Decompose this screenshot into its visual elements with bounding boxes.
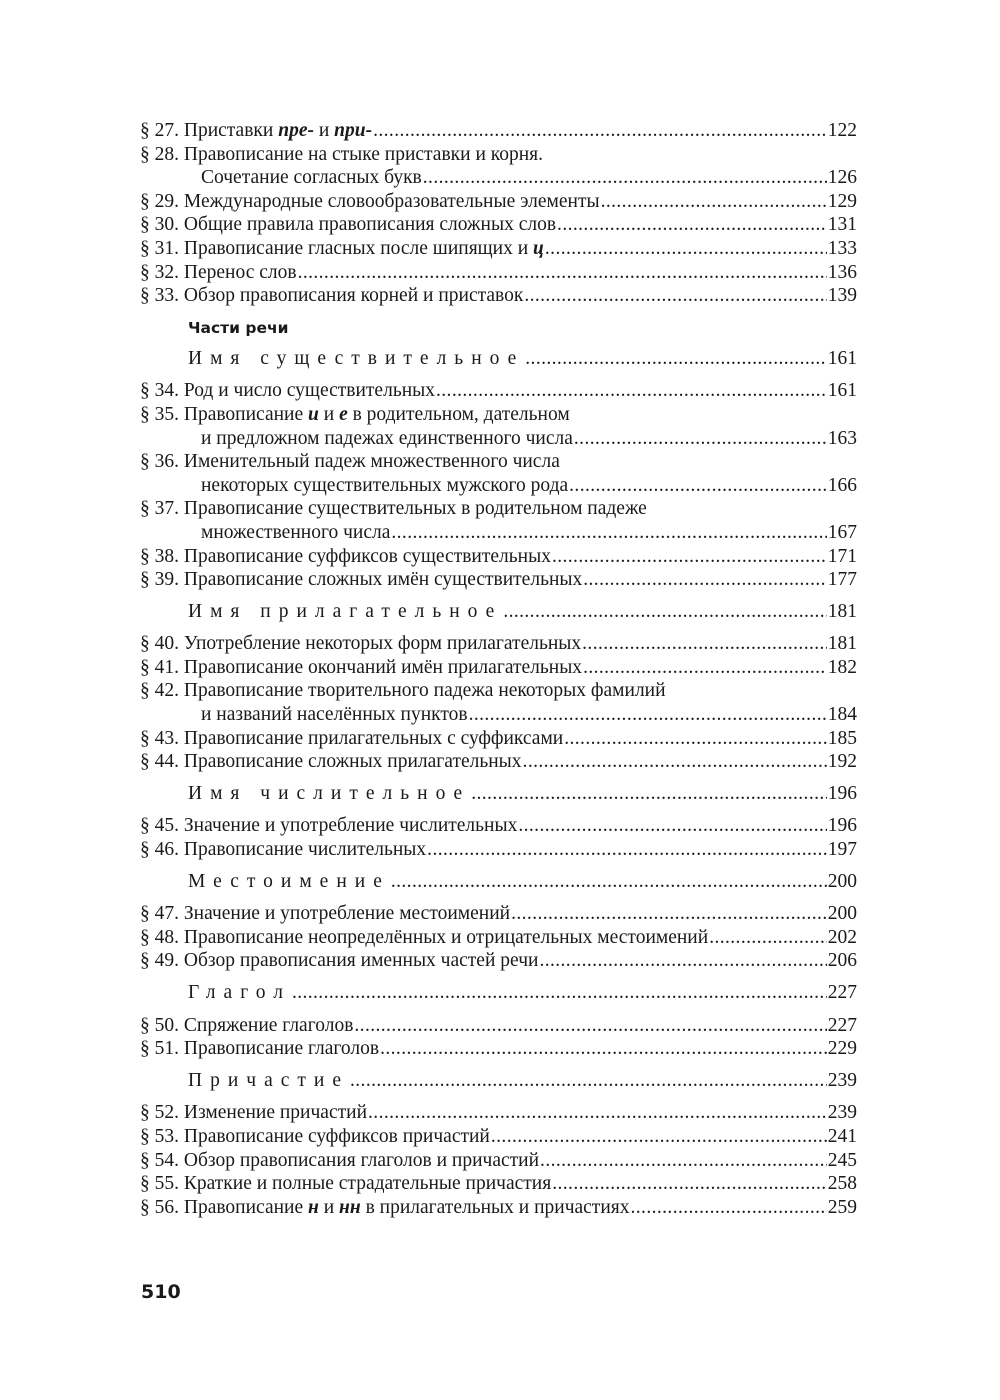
toc-entry-45	[140, 814, 857, 838]
page-ref: 161	[827, 347, 857, 369]
section-number: § 53.	[140, 1125, 179, 1147]
subheading-title: Глагол	[188, 982, 291, 1003]
toc-entry-52	[140, 1101, 857, 1125]
section-number: § 44.	[140, 751, 179, 773]
page-ref: 197	[827, 839, 857, 861]
entry-text: Правописание	[183, 403, 309, 425]
toc-entry-32	[140, 261, 857, 285]
subheading-verb	[140, 981, 857, 1005]
toc-entry-50	[140, 1014, 857, 1038]
leader-dots	[524, 284, 826, 308]
page-ref: 239	[827, 1102, 857, 1124]
leader-dots	[298, 261, 827, 285]
toc-entry-35-line1	[140, 403, 857, 427]
page-ref: 239	[827, 1069, 857, 1091]
subheading-pronoun	[140, 870, 857, 894]
toc-entry-37-line1	[140, 497, 857, 521]
entry-text: Сочетание согласных букв	[201, 167, 422, 189]
toc-entry-54	[140, 1149, 857, 1173]
entry-text: множественного числа	[201, 521, 391, 543]
entry-text: Международные словообразовательные элементы	[183, 190, 600, 212]
toc-entry-46	[140, 838, 857, 862]
subheading-participle	[140, 1069, 857, 1093]
emphasis-text: и	[308, 403, 319, 425]
section-number: § 41.	[140, 656, 179, 678]
leader-dots	[354, 1014, 826, 1038]
entry-text: Правописание суффиксов причастий	[183, 1125, 490, 1147]
section-number: § 51.	[140, 1038, 179, 1060]
toc-entry-34	[140, 379, 857, 403]
leader-dots	[391, 870, 827, 894]
leader-dots	[540, 1149, 827, 1173]
entry-text: Употребление некоторых форм прилагательных	[183, 633, 582, 655]
emphasis-text: н	[308, 1196, 319, 1218]
entry-text: Правописание суффиксов существительных	[183, 545, 551, 567]
toc-entry-53	[140, 1125, 857, 1149]
subheading-title: Причастие	[188, 1069, 349, 1091]
page-ref: 163	[827, 427, 857, 449]
emphasis-text: е	[339, 403, 348, 425]
page-ref: 245	[827, 1149, 857, 1171]
entry-text: Правописание	[183, 1196, 309, 1218]
leader-dots	[601, 190, 827, 214]
toc-entry-47	[140, 902, 857, 926]
toc-entry-51	[140, 1037, 857, 1061]
emphasis-text: нн	[339, 1196, 361, 1218]
page-ref: 177	[827, 569, 857, 591]
leader-dots	[525, 347, 826, 371]
toc-entry-30	[140, 213, 857, 237]
entry-text: Правописание творительного падежа некоторых фамилий	[183, 680, 666, 702]
page-ref: 182	[827, 656, 857, 678]
leader-dots	[427, 838, 827, 862]
toc-entry-42-line1	[140, 679, 857, 703]
section-number: § 37.	[140, 498, 179, 520]
leader-dots	[564, 727, 827, 751]
section-number: § 45.	[140, 815, 179, 837]
section-number: § 35.	[140, 403, 179, 425]
leader-dots	[292, 981, 827, 1005]
leader-dots	[469, 703, 827, 727]
entry-text: Спряжение глаголов	[183, 1014, 354, 1036]
page-ref: 241	[827, 1125, 857, 1147]
toc-entry-43	[140, 727, 857, 751]
subheading-title: Имя прилагательное	[188, 600, 503, 622]
leader-dots	[557, 213, 827, 237]
subheading-title: Местоимение	[188, 870, 390, 892]
entry-text: Правописание глаголов	[183, 1038, 380, 1060]
toc-entry-37	[140, 521, 857, 545]
page-ref: 161	[827, 380, 857, 402]
section-number: § 36.	[140, 451, 179, 473]
entry-text: Общие правила правописания сложных слов	[183, 214, 557, 236]
leader-dots	[583, 568, 827, 592]
toc-entry-55	[140, 1172, 857, 1196]
table-of-contents	[140, 119, 857, 1219]
page-ref: 184	[827, 704, 857, 726]
leader-dots	[373, 119, 827, 143]
page-ref: 196	[827, 815, 857, 837]
section-number: § 49.	[140, 950, 179, 972]
toc-entry-56	[140, 1196, 857, 1220]
toc-entry-49	[140, 949, 857, 973]
leader-dots	[503, 600, 826, 624]
page-ref: 181	[827, 633, 857, 655]
section-number: § 33.	[140, 285, 179, 307]
entry-text: Правописание окончаний имён прилагательных	[183, 656, 583, 678]
leader-dots	[583, 656, 827, 680]
entry-text: Правописание числительных	[183, 839, 427, 861]
subheading-adjective	[140, 600, 857, 624]
toc-entry-36-line1	[140, 450, 857, 474]
toc-entry-28	[140, 166, 857, 190]
page-ref: 192	[827, 751, 857, 773]
page-ref: 136	[827, 261, 857, 283]
toc-entry-40	[140, 632, 857, 656]
entry-text: Правописание сложных имён существительных	[183, 569, 583, 591]
leader-dots	[582, 632, 827, 656]
entry-text: Обзор правописания глаголов и причастий	[183, 1149, 540, 1171]
entry-text: Именительный падеж множественного числа	[183, 451, 560, 473]
page-ref: 196	[827, 782, 857, 804]
toc-entry-29	[140, 190, 857, 214]
page-ref: 227	[827, 1014, 857, 1036]
section-number: § 43.	[140, 727, 179, 749]
leader-dots	[539, 949, 826, 973]
entry-text: и	[318, 403, 340, 425]
section-number: § 30.	[140, 214, 179, 236]
leader-dots	[569, 474, 827, 498]
page-ref: 202	[827, 926, 857, 948]
leader-dots	[436, 379, 827, 403]
emphasis-text: ц	[533, 237, 544, 259]
page-ref: 126	[827, 167, 857, 189]
leader-dots	[391, 521, 826, 545]
section-number: § 39.	[140, 569, 179, 591]
leader-dots	[709, 926, 827, 950]
entry-text: Изменение причастий	[183, 1102, 368, 1124]
entry-text: Значение и употребление местоимений	[183, 903, 511, 925]
entry-text: Обзор правописания именных частей речи	[183, 950, 539, 972]
section-number: § 29.	[140, 190, 179, 212]
toc-entry-48	[140, 926, 857, 950]
toc-entry-42	[140, 703, 857, 727]
toc-entry-44	[140, 750, 857, 774]
leader-dots	[471, 782, 827, 806]
page-ref: 171	[827, 545, 857, 567]
section-number: § 55.	[140, 1173, 179, 1195]
section-number: § 50.	[140, 1014, 179, 1036]
entry-text: некоторых существительных мужского рода	[201, 474, 569, 496]
page-ref: 185	[827, 727, 857, 749]
page-ref: 206	[827, 950, 857, 972]
leader-dots	[552, 545, 827, 569]
page-ref: 122	[827, 120, 857, 141]
entry-text: и названий населённых пунктов	[201, 704, 468, 726]
parts-of-speech-heading: Части речи	[188, 318, 289, 337]
section-number: § 28.	[140, 143, 179, 165]
toc-entry-36	[140, 474, 857, 498]
toc-entry-35	[140, 427, 857, 451]
page-ref: 229	[827, 1038, 857, 1060]
page-ref: 133	[827, 237, 857, 259]
section-number: § 34.	[140, 380, 179, 402]
page-ref: 167	[827, 521, 857, 543]
section-number: § 47.	[140, 903, 179, 925]
entry-text: и предложном падежах единственного числа	[201, 427, 573, 449]
entry-text: Приставки	[183, 120, 279, 141]
entry-text: Правописание прилагательных с суффиксами	[183, 727, 564, 749]
section-number: § 32.	[140, 261, 179, 283]
page-number: 510	[141, 1281, 181, 1303]
subheading-title: Имя числительное	[188, 782, 471, 804]
page-ref: 200	[827, 870, 857, 892]
toc-entry-33	[140, 284, 857, 308]
entry-text: Правописание гласных после шипящих и	[183, 237, 534, 259]
section-number: § 42.	[140, 680, 179, 702]
entry-text: Обзор правописания корней и приставок	[183, 285, 524, 307]
page-ref: 259	[827, 1196, 857, 1218]
entry-text: Значение и употребление числительных	[183, 815, 518, 837]
entry-text: Правописание неопределённых и отрицательных местоимений	[183, 926, 709, 948]
leader-dots	[552, 1172, 827, 1196]
leader-dots	[574, 427, 827, 451]
entry-text: Правописание существительных в родительном падеже	[183, 498, 647, 520]
leader-dots	[491, 1125, 827, 1149]
page-ref: 258	[827, 1173, 857, 1195]
toc-entry-41	[140, 656, 857, 680]
entry-text: Правописание сложных прилагательных	[183, 751, 522, 773]
section-number: § 40.	[140, 633, 179, 655]
section-number: § 52.	[140, 1102, 179, 1124]
leader-dots	[511, 902, 827, 926]
section-number: § 48.	[140, 926, 179, 948]
leader-dots	[380, 1037, 827, 1061]
toc-entry-38	[140, 545, 857, 569]
leader-dots	[368, 1101, 827, 1125]
page-ref: 200	[827, 903, 857, 925]
leader-dots	[523, 750, 827, 774]
emphasis-text: при-	[334, 120, 373, 141]
leader-dots	[423, 166, 827, 190]
section-number: § 27.	[140, 120, 179, 141]
entry-text: Правописание на стыке приставки и корня.	[183, 143, 544, 165]
toc-entry-31	[140, 237, 857, 261]
page-ref: 139	[827, 285, 857, 307]
section-number: § 56.	[140, 1196, 179, 1218]
leader-dots	[545, 237, 827, 261]
subheading-title: Имя существительное	[188, 347, 525, 369]
page-ref: 129	[827, 190, 857, 212]
section-number: § 31.	[140, 237, 179, 259]
entry-text: Перенос слов	[183, 261, 297, 283]
entry-text: Род и число существительных	[183, 380, 435, 402]
toc-entry-28-line1	[140, 143, 857, 167]
leader-dots	[350, 1069, 827, 1093]
subheading-noun	[140, 347, 857, 371]
entry-text: и	[313, 120, 335, 141]
entry-text: Краткие и полные страдательные причастия	[183, 1173, 552, 1195]
section-number: § 46.	[140, 839, 179, 861]
entry-text: в прилагательных и причастиях	[360, 1196, 630, 1218]
subheading-numeral	[140, 782, 857, 806]
leader-dots	[518, 814, 826, 838]
emphasis-text: пре-	[278, 120, 314, 141]
page-ref: 131	[827, 214, 857, 236]
entry-text: и	[318, 1196, 340, 1218]
toc-entry-27	[140, 119, 857, 143]
page-ref: 166	[827, 474, 857, 496]
toc-entry-39	[140, 568, 857, 592]
section-number: § 54.	[140, 1149, 179, 1171]
section-number: § 38.	[140, 545, 179, 567]
leader-dots	[631, 1196, 827, 1220]
page-ref: 181	[827, 600, 857, 622]
page-ref: 227	[827, 982, 857, 1003]
entry-text: в родительном, дательном	[347, 403, 570, 425]
